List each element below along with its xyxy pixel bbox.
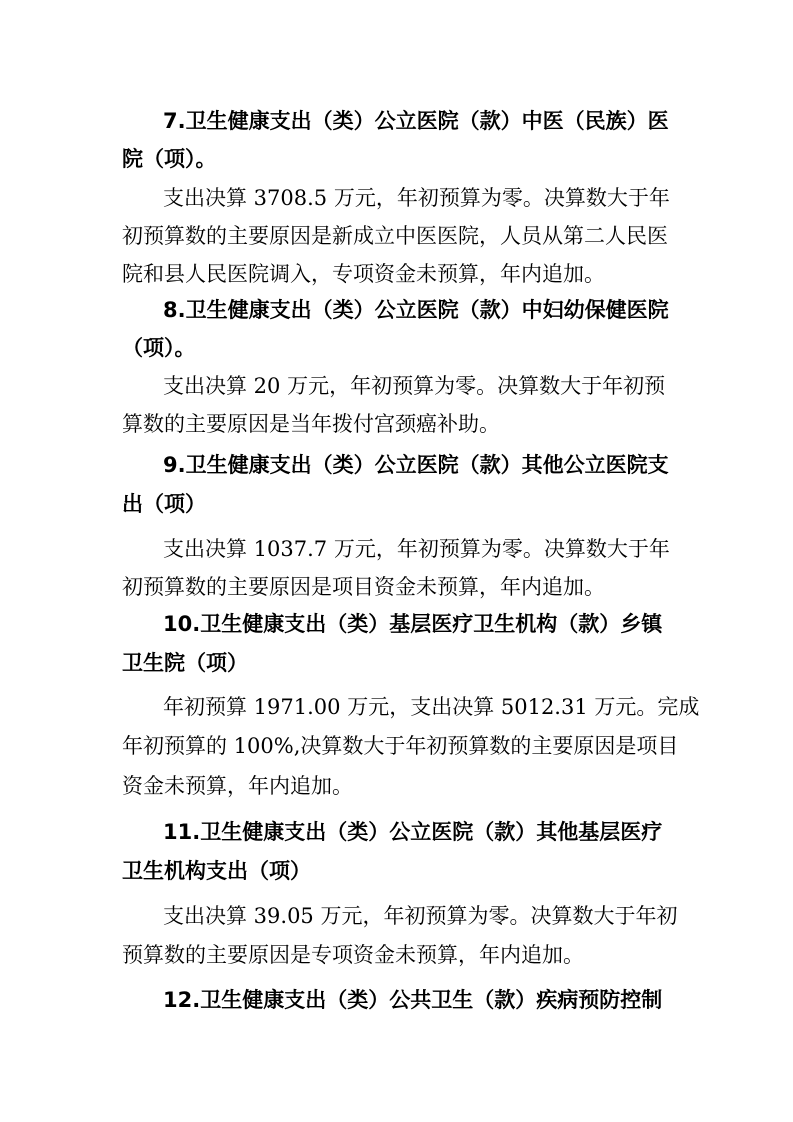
section-7-heading-line-2: 院（项）。 <box>122 147 217 171</box>
section-9-body-line-1: 支出决算 1037.7 万元，年初预算为零。决算数大于年 <box>163 537 670 561</box>
section-9-heading-line-2: 出（项） <box>122 492 206 516</box>
section-10-heading-line-1: 10.卫生健康支出（类）基层医疗卫生机构（款）乡镇 <box>163 612 663 636</box>
section-12-heading-line-1: 12.卫生健康支出（类）公共卫生（款）疾病预防控制 <box>163 988 663 1012</box>
section-7-body-line-2: 初预算数的主要原因是新成立中医医院，人员从第二人民医 <box>122 224 668 248</box>
section-8-heading-line-1: 8.卫生健康支出（类）公立医院（款）中妇幼保健医院 <box>163 298 669 322</box>
section-10-body-line-1: 年初预算 1971.00 万元，支出决算 5012.31 万元。完成 <box>163 695 700 719</box>
section-7-heading-line-1: 7.卫生健康支出（类）公立医院（款）中医（民族）医 <box>163 109 669 133</box>
section-8-body-line-2: 算数的主要原因是当年拨付宫颈癌补助。 <box>122 412 500 436</box>
section-7-body-line-1: 支出决算 3708.5 万元，年初预算为零。决算数大于年 <box>163 186 670 210</box>
section-10-body-line-3: 资金未预算，年内追加。 <box>122 774 353 798</box>
section-11-heading-line-1: 11.卫生健康支出（类）公立医院（款）其他基层医疗 <box>163 820 663 844</box>
section-9-body-line-2: 初预算数的主要原因是项目资金未预算，年内追加。 <box>122 575 605 599</box>
section-11-body-line-1: 支出决算 39.05 万元，年初预算为零。决算数大于年初 <box>163 904 678 928</box>
section-7-body-line-3: 院和县人民医院调入，专项资金未预算，年内追加。 <box>122 262 605 286</box>
section-11-body-line-2: 预算数的主要原因是专项资金未预算，年内追加。 <box>122 943 584 967</box>
section-10-body-line-2: 年初预算的 100%,决算数大于年初预算数的主要原因是项目 <box>122 734 679 758</box>
section-8-body-line-1: 支出决算 20 万元，年初预算为零。决算数大于年初预 <box>163 374 666 398</box>
section-10-heading-line-2: 卫生院（项） <box>122 651 248 675</box>
section-8-heading-line-2: （项）。 <box>122 336 196 360</box>
section-11-heading-line-2: 卫生机构支出（项） <box>122 859 311 883</box>
section-9-heading-line-1: 9.卫生健康支出（类）公立医院（款）其他公立医院支 <box>163 453 669 477</box>
